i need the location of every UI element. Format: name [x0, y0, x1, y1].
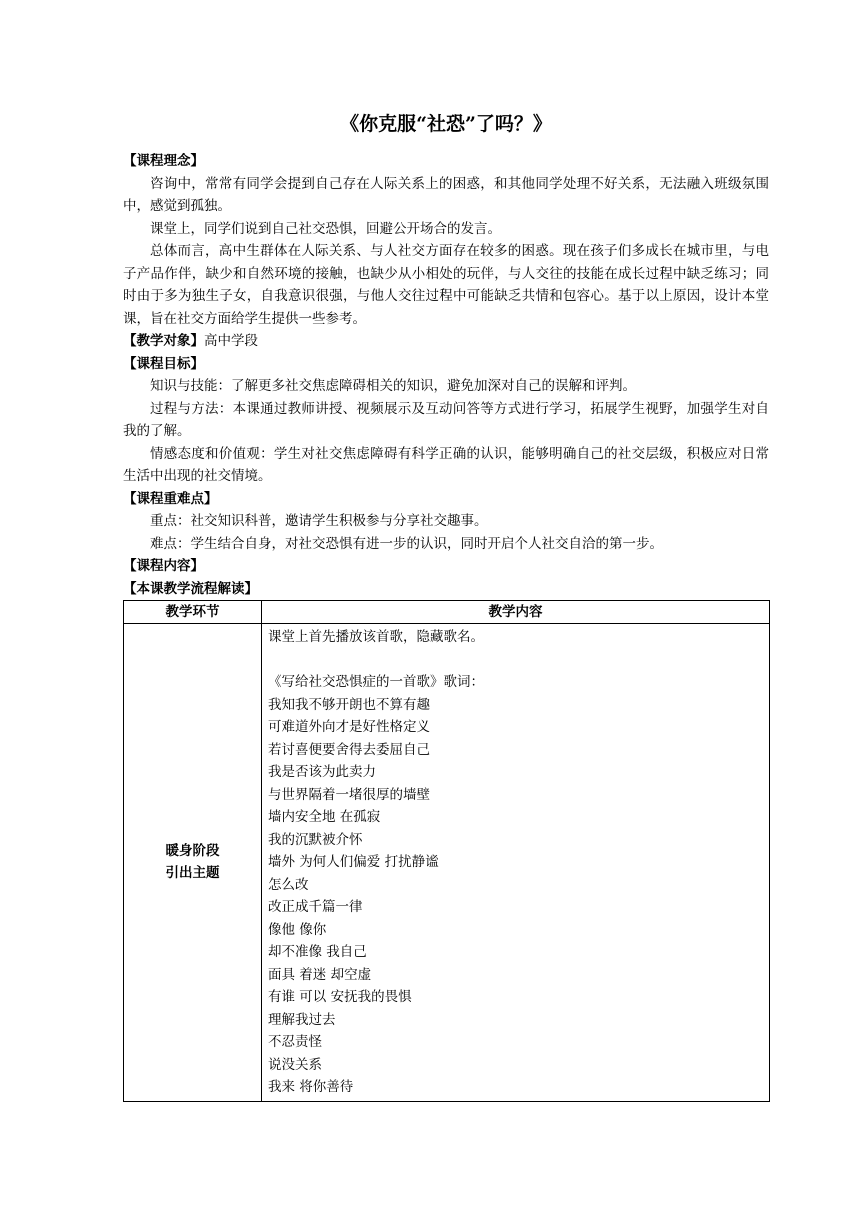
content-cell [262, 624, 770, 1102]
section-heading-philosophy: 【课程理念】 [123, 153, 204, 169]
lyric-line: 说没关系 [268, 1056, 322, 1073]
lyric-line: 若讨喜便要舍得去委屈自己 [268, 741, 430, 758]
lyric-line: 改正成千篇一律 [268, 899, 363, 915]
lyric-line: 我来 将你善待 [268, 1079, 354, 1095]
table-row [124, 624, 770, 1102]
teaching-flow-table [123, 600, 770, 1102]
lyric-line: 却不准像 我自己 [268, 944, 367, 960]
lyric-line: 像他 像你 [268, 921, 327, 938]
lyric-line: 我的沉默被介怀 [268, 831, 363, 848]
section-heading-flow: 【本课教学流程解读】 [123, 580, 258, 597]
blank-line [268, 649, 763, 672]
lyric-line: 有谁 可以 安抚我的畏惧 [268, 989, 412, 1005]
header-content: 教学内容 [262, 601, 770, 624]
goal-attitude: 情感态度和价值观：学生对社交焦虑障碍有科学正确的认识，能够明确自己的社交层级，积极应对日常生活中出现的社交情境。 [123, 445, 769, 484]
table-header-row [124, 601, 770, 624]
key-point: 重点：社交知识科普，邀请学生积极参与分享社交趣事。 [150, 513, 488, 529]
goal-knowledge: 知识与技能：了解更多社交焦虑障碍相关的知识，避免加深对自己的误解和评判。 [150, 378, 636, 394]
section-heading-goals: 【课程目标】 [123, 355, 204, 372]
difficult-point: 难点：学生结合自身，对社交恐惧有进一步的认识，同时开启个人社交自洽的第一步。 [150, 535, 663, 552]
stage-cell [124, 624, 262, 1102]
lyric-line: 我知我不够开朗也不算有趣 [268, 696, 430, 713]
document-body [123, 112, 769, 1102]
document-title: 《你克服“社恐”了吗？》 [340, 113, 552, 135]
philosophy-paragraph-2: 课堂上，同学们说到自己社交恐惧，回避公开场合的发言。 [150, 220, 501, 237]
lyric-line: 墙外 为何人们偏爱 打扰静谧 [268, 854, 439, 870]
stage-purpose: 引出主题 [165, 865, 220, 882]
lyric-line: 不忍责怪 [268, 1034, 322, 1050]
lyric-line: 我是否该为此卖力 [268, 764, 376, 780]
lyric-line: 可难道外向才是好性格定义 [268, 719, 430, 735]
header-stage: 教学环节 [124, 601, 262, 624]
lyric-line: 面具 着迷 却空虚 [268, 966, 372, 983]
content-intro: 课堂上首先播放该首歌，隐藏歌名。 [268, 629, 484, 645]
lyric-line: 墙内安全地 在孤寂 [268, 809, 381, 825]
section-heading-key-points: 【课程重难点】 [123, 490, 218, 507]
audience-value: 高中学段 [204, 333, 258, 349]
lyric-line: 怎么改 [268, 876, 309, 893]
lyric-line: 与世界隔着一堵很厚的墙壁 [268, 786, 430, 803]
section-heading-audience [123, 330, 769, 353]
philosophy-paragraph-3: 总体而言，高中生群体在人际关系、与人社交方面存在较多的困惑。现在孩子们多成长在城市里，与电子产品作伴，缺少和自然环境的接触，也缺少从小相处的玩伴，与人交往的技能在成长过程中缺乏练习；同时由于多为独生子女，自我意识很强，与他人交往过程中可能缺乏共情和包容心。基于以上原因，设计本堂课，旨在社交方面给学生提供一些参考。 [123, 243, 769, 327]
goal-process: 过程与方法：本课通过教师讲授、视频展示及互动问答等方式进行学习，拓展学生视野，加强学生对自我的了解。 [123, 400, 769, 439]
philosophy-paragraph-1: 咨询中，常常有同学会提到自己存在人际关系上的困惑，和其他同学处理不好关系，无法融入班级氛围中，感觉到孤独。 [123, 175, 769, 214]
audience-heading: 【教学对象】 [123, 333, 204, 349]
section-heading-content: 【课程内容】 [123, 558, 204, 574]
lyric-line: 理解我过去 [268, 1011, 336, 1028]
song-title: 《写给社交恐惧症的一首歌》歌词： [268, 674, 484, 690]
stage-name: 暖身阶段 [165, 842, 220, 859]
